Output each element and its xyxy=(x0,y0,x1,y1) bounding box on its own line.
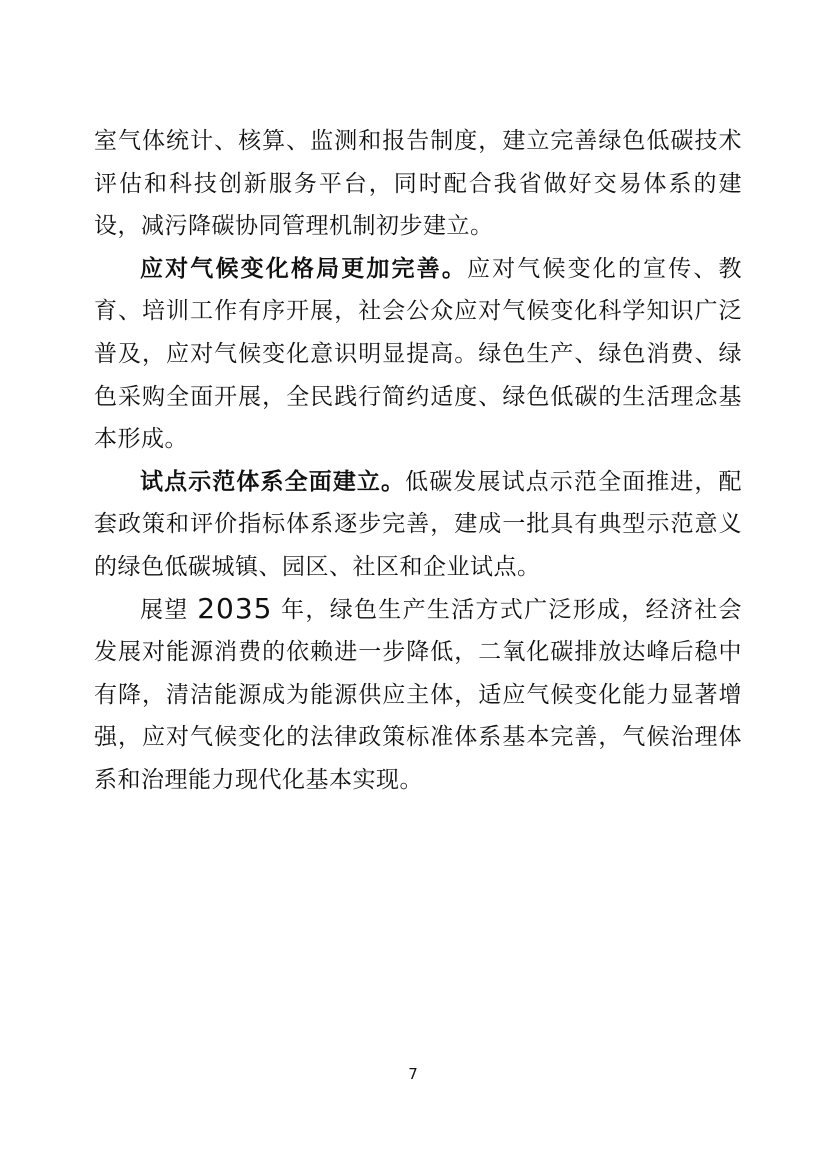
paragraph-text: 室气体统计、核算、监测和报告制度，建立完善绿色低碳技术评估和科技创新服务平台，同时配合我省做好交易体系的建设，减污降碳协同管理机制初步建立。 xyxy=(94,128,742,240)
page-footer xyxy=(0,1064,826,1083)
paragraph-pilot-demonstration xyxy=(94,461,742,589)
paragraph-outlook-2035 xyxy=(94,589,742,802)
paragraph-climate-pattern xyxy=(94,248,742,461)
paragraph-continuation xyxy=(94,120,742,248)
page-number: 7 xyxy=(408,1065,418,1083)
paragraph-text: 低碳发展试点示范全面推进，配套政策和评价指标体系逐步完善，建成一批具有典型示范意义的绿色低碳城镇、园区、社区和企业试点。 xyxy=(94,468,743,580)
paragraph-lead: 试点示范体系全面建立。 xyxy=(140,467,406,495)
text-block xyxy=(94,120,742,802)
paragraph-text: 年，绿色生产生活方式广泛形成，经济社会发展对能源消费的依赖进一步降低，二氧化碳排放达峰后稳中有降，清洁能源成为能源供应主体，适应气候变化能力显著增强，应对气候变化的法律政策标准体系基本完善，气候治理体系和治理能力现代化基本实现。 xyxy=(94,596,743,793)
year-2035-number: 2035 xyxy=(197,591,273,625)
paragraph-lead: 应对气候变化格局更加完善。 xyxy=(140,254,467,282)
paragraph-text: 应对气候变化的宣传、教育、培训工作有序开展，社会公众应对气候变化科学知识广泛普及，应对气候变化意识明显提高。绿色生产、绿色消费、绿色采购全面开展，全民践行简约适度、绿色低碳的生活理念基本形成。 xyxy=(94,255,743,453)
paragraph-text: 展望 xyxy=(140,596,198,623)
